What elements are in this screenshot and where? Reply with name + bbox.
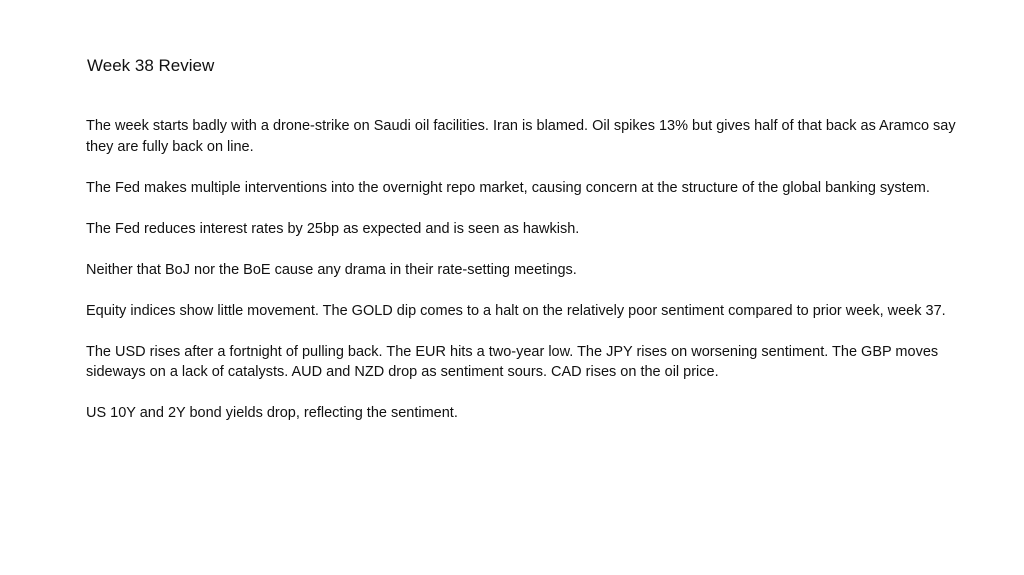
paragraph-currencies: The USD rises after a fortnight of pulling back. The EUR hits a two-year low. The JPY rises on worsening sentiment. The GBP moves sideways on a lack of catalysts. AUD and NZD drop as sentiment sours. CAD rises on the oil price. bbox=[86, 343, 939, 380]
paragraph-boj-boe: Neither that BoJ nor the BoE cause any drama in their rate-setting meetings. bbox=[86, 261, 577, 278]
paragraph-fed-rates: The Fed reduces interest rates by 25bp as expected and is seen as hawkish. bbox=[86, 220, 580, 237]
paragraph-bond-yields: US 10Y and 2Y bond yields drop, reflecting the sentiment. bbox=[86, 405, 458, 421]
paragraph-equity-gold: Equity indices show little movement. The GOLD dip comes to a halt on the relatively poor sentiment compared to prior week, week 37. bbox=[86, 302, 946, 319]
paragraph-oil-strike: The week starts badly with a drone-strike on Saudi oil facilities. Iran is blamed. Oil spikes 13% but gives half of that back as Aramco say they are fully back on line. bbox=[86, 118, 956, 155]
paragraph-repo-market: The Fed makes multiple interventions into the overnight repo market, causing concern at the structure of the global banking system. bbox=[86, 179, 930, 196]
slide-title: Week 38 Review bbox=[87, 56, 215, 75]
slide-body bbox=[86, 116, 966, 444]
